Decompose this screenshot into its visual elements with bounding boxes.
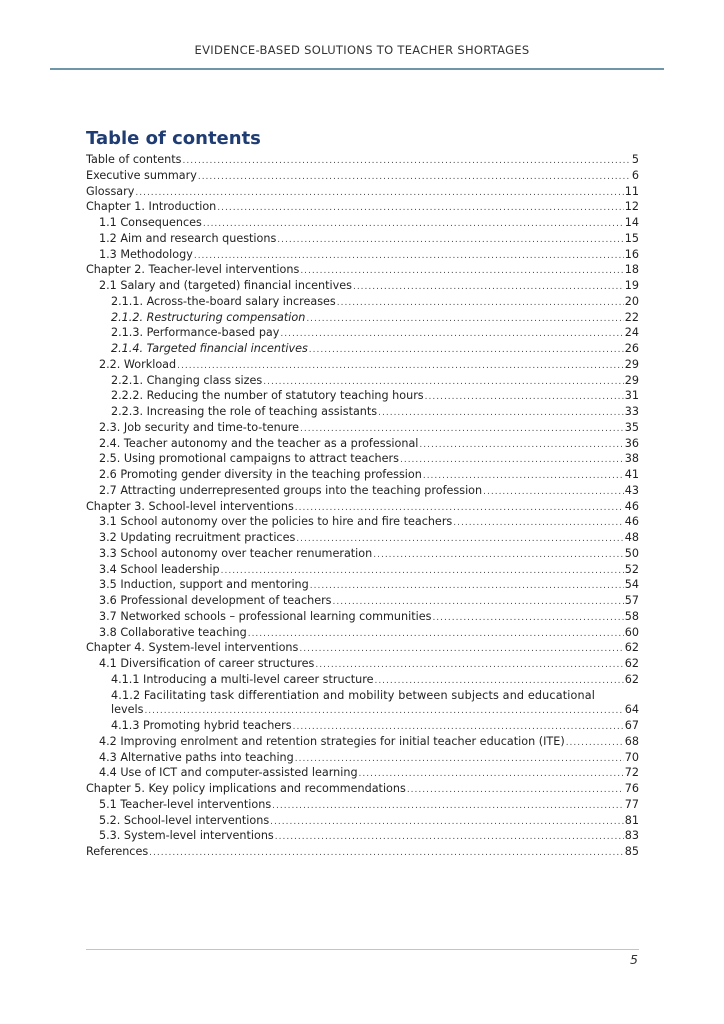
toc-entry-page: 22 [624,310,639,324]
toc-entry-page: 81 [624,813,639,827]
toc-entry-title: 4.3 Alternative paths into teaching [99,750,294,764]
toc-dot-leader [306,312,623,327]
toc-entry-title: 2.1.4. Targeted financial incentives [111,342,308,355]
toc-entry-page: 68 [624,734,639,748]
toc-dot-leader [407,783,624,798]
toc-dot-leader [400,453,624,468]
toc-entry[interactable] [86,295,639,311]
toc-dot-leader [373,548,624,563]
toc-entry[interactable] [86,484,639,500]
toc-entry-page: 29 [624,357,639,371]
toc-entry[interactable] [86,798,639,814]
toc-entry-title: 5.1 Teacher-level interventions [99,797,272,811]
toc-entry[interactable] [86,279,639,295]
toc-entry-page: 36 [624,436,639,450]
toc-dot-leader [299,642,623,657]
toc-entry-title: 3.4 School leadership [99,562,220,576]
toc-entry-title: 2.2.2. Reducing the number of statutory teaching hours [111,389,424,403]
toc-entry-page: 62 [624,672,639,686]
toc-entry[interactable] [86,185,639,201]
toc-dot-leader [217,201,623,216]
toc-entry-page: 85 [624,845,639,858]
toc-entry-title: 4.1.2 Facilitating task differentiation and mobility between subjects and educational [111,688,596,702]
toc-dot-leader [310,579,624,594]
toc-dot-leader [453,516,624,531]
toc-entry-title: 5.2. School-level interventions [99,813,270,827]
toc-entry[interactable] [86,735,639,751]
toc-entry-title: 3.7 Networked schools – professional learning communities [99,609,432,623]
toc-dot-leader [295,752,624,767]
toc-entry-page: 54 [624,578,639,592]
toc-entry-title: 2.5. Using promotional campaigns to attract teachers [99,452,399,466]
toc-entry[interactable] [86,641,639,657]
toc-entry-title: 2.7 Attracting underrepresented groups into the teaching profession [99,483,483,497]
toc-entry-title: Table of contents [86,153,182,166]
toc-entry-page: 11 [624,184,639,198]
toc-entry[interactable] [86,468,639,484]
toc-entry[interactable] [86,232,639,248]
toc-entry-title: 2.1.3. Performance-based pay [111,326,280,340]
toc-entry-title: 2.1.1. Across-the-board salary increases [111,294,336,308]
toc-dot-leader [337,296,624,311]
toc-entry[interactable] [86,263,639,279]
toc-dot-leader [270,815,624,830]
toc-entry[interactable] [86,719,639,735]
toc-entry[interactable] [86,153,639,169]
toc-dot-leader [135,186,623,201]
toc-dot-leader [280,327,623,342]
toc-entry-title: 2.4. Teacher autonomy and the teacher as a professional [99,436,419,450]
toc-dot-leader [275,830,624,845]
toc-entry[interactable] [86,421,639,437]
page-number: 5 [630,952,638,967]
toc-dot-leader [359,767,624,782]
toc-entry[interactable] [86,169,639,185]
toc-dot-leader [419,438,623,453]
toc-entry-page: 64 [624,703,639,717]
toc-entry-page: 14 [624,216,639,229]
toc-entry-page: 5 [631,153,639,166]
toc-entry-page: 76 [624,782,639,795]
toc-entry[interactable] [86,342,639,358]
toc-dot-leader [149,846,624,861]
toc-entry-page: 29 [624,373,639,387]
toc-entry-title: 3.6 Professional development of teachers [99,594,332,607]
toc-entry[interactable] [86,358,639,374]
toc-dot-leader [333,595,624,610]
toc-entry[interactable] [86,531,639,547]
toc-entry-page: 16 [624,247,639,261]
toc-entry-page: 15 [624,231,639,245]
toc-entry-page: 46 [624,499,639,513]
toc-entry-page: 6 [631,168,639,182]
toc-entry-page: 24 [624,326,639,340]
toc-entry-page: 52 [624,562,639,576]
toc-dot-leader [566,736,624,751]
toc-entry[interactable] [86,766,639,782]
toc-entry-page: 35 [624,420,639,434]
toc-entry-page: 41 [624,468,639,481]
toc-entry[interactable] [86,547,639,563]
toc-entry-page: 50 [624,546,639,560]
running-header: EVIDENCE-BASED SOLUTIONS TO TEACHER SHORTAGES [194,43,530,57]
toc-entry-page: 60 [624,625,639,639]
toc-entry[interactable] [86,437,639,453]
toc-entry[interactable] [86,845,639,861]
toc-entry-title: 4.2 Improving enrolment and retention strategies for initial teacher education (ITE) [99,734,565,748]
toc-entry-page: 58 [624,609,639,623]
toc-entry-page: 46 [624,515,639,529]
toc-entry-title: 2.2.1. Changing class sizes [111,373,263,387]
toc-dot-leader [183,154,631,169]
toc-entry-page: 83 [624,829,639,843]
toc-entry-page: 62 [624,657,639,670]
toc-entry[interactable] [86,751,639,767]
footer-divider [86,949,639,950]
toc-dot-leader [198,170,631,185]
toc-entry-page: 18 [624,263,639,277]
toc-dot-leader [203,217,624,232]
toc-entry[interactable] [86,248,639,264]
toc-entry[interactable] [86,389,639,405]
toc-entry-title: References [86,845,149,858]
toc-entry-title: 3.3 School autonomy over teacher renumeration [99,546,373,560]
toc-entry-title: 1.3 Methodology [99,247,193,261]
toc-entry-page: 62 [624,641,639,655]
toc-entry-title: 4.4 Use of ICT and computer-assisted learning [99,766,358,780]
toc-entry[interactable] [86,452,639,468]
toc-dot-leader [194,249,624,264]
toc-entry-page: 19 [624,279,639,292]
toc-entry-page: 38 [624,452,639,466]
toc-entry-page: 31 [624,389,639,403]
toc-entry[interactable] [86,673,639,689]
toc-entry-title: Chapter 5. Key policy implications and recommendations [86,782,406,795]
toc-entry[interactable] [86,374,639,390]
toc-entry[interactable] [86,578,639,594]
toc-dot-leader [353,280,624,295]
toc-dot-leader [378,406,624,421]
toc-entry-title: Chapter 4. System-level interventions [86,641,299,655]
toc-dot-leader [300,422,624,437]
toc-entry-title: 3.1 School autonomy over the policies to hire and fire teachers [99,515,453,529]
toc-dot-leader [432,611,623,626]
toc-entry[interactable] [86,563,639,579]
toc-entry-title: Glossary [86,184,135,198]
toc-entry[interactable] [86,657,639,673]
toc-entry-title: Chapter 2. Teacher-level interventions [86,263,300,277]
toc-dot-leader [309,343,624,358]
toc-entry-title: 1.2 Aim and research questions [99,231,277,245]
toc-dot-leader [315,658,623,673]
toc-dot-leader [300,264,623,279]
toc-entry-title: Chapter 1. Introduction [86,200,217,214]
toc-entry[interactable] [86,689,639,704]
toc-entry-page: 20 [624,294,639,308]
toc-entry-title: 2.2.3. Increasing the role of teaching assistants [111,405,378,418]
toc-entry[interactable] [86,405,639,421]
toc-entry-title: 2.1 Salary and (targeted) financial incentives [99,279,352,292]
toc-entry-page: 12 [624,200,639,214]
toc-entry-title: levels [111,703,144,717]
toc-entry-title: 1.1 Consequences [99,216,202,229]
toc-entry-title: Executive summary [86,168,197,182]
toc-list [86,153,639,861]
toc-entry-page: 33 [624,405,639,418]
toc-entry-page: 57 [624,594,639,607]
toc-entry[interactable] [86,703,639,719]
toc-entry[interactable] [86,500,639,516]
toc-dot-leader [248,627,624,642]
toc-entry[interactable] [86,610,639,626]
toc-entry[interactable] [86,829,639,845]
toc-entry-title: 4.1.1 Introducing a multi-level career structure [111,672,374,686]
toc-entry[interactable] [86,216,639,232]
toc-entry-title: 2.3. Job security and time-to-tenure [99,420,300,434]
toc-entry-title: 4.1.3 Promoting hybrid teachers [111,719,292,732]
toc-heading: Table of contents [86,128,261,149]
toc-dot-leader [293,720,624,735]
toc-entry[interactable] [86,311,639,327]
toc-dot-leader [295,501,624,516]
toc-dot-leader [425,390,624,405]
toc-dot-leader [277,233,623,248]
toc-entry-title: 3.2 Updating recruitment practices [99,531,296,544]
toc-dot-leader [423,469,624,484]
toc-entry-title: 2.2. Workload [99,357,177,371]
toc-dot-leader [177,359,624,374]
toc-entry[interactable] [86,782,639,798]
toc-entry-title: 5.3. System-level interventions [99,829,274,843]
header-divider [50,68,664,70]
toc-entry-title: 3.8 Collaborative teaching [99,625,247,639]
toc-entry-title: 2.1.2. Restructuring compensation [111,310,306,324]
toc-entry-title: Chapter 3. School-level interventions [86,499,294,513]
toc-entry-page: 77 [624,797,639,811]
toc-entry-page: 67 [624,719,639,732]
toc-entry-title: 4.1 Diversification of career structures [99,657,315,670]
toc-entry[interactable] [86,515,639,531]
toc-dot-leader [374,674,623,689]
toc-dot-leader [221,564,624,579]
toc-entry[interactable] [86,200,639,216]
toc-dot-leader [483,485,624,500]
toc-entry-title: 2.6 Promoting gender diversity in the teaching profession [99,468,422,481]
toc-entry[interactable] [86,814,639,830]
toc-entry-page: 48 [624,531,639,544]
toc-entry-page: 70 [624,750,639,764]
toc-entry[interactable] [86,326,639,342]
toc-entry-page: 43 [624,483,639,497]
toc-entry-page: 26 [624,342,639,355]
toc-entry[interactable] [86,594,639,610]
toc-dot-leader [263,375,624,390]
toc-entry-page: 72 [624,766,639,780]
toc-dot-leader [296,532,623,547]
toc-dot-leader [144,704,623,719]
toc-dot-leader [272,799,624,814]
toc-entry[interactable] [86,626,639,642]
toc-entry-title: 3.5 Induction, support and mentoring [99,578,309,592]
